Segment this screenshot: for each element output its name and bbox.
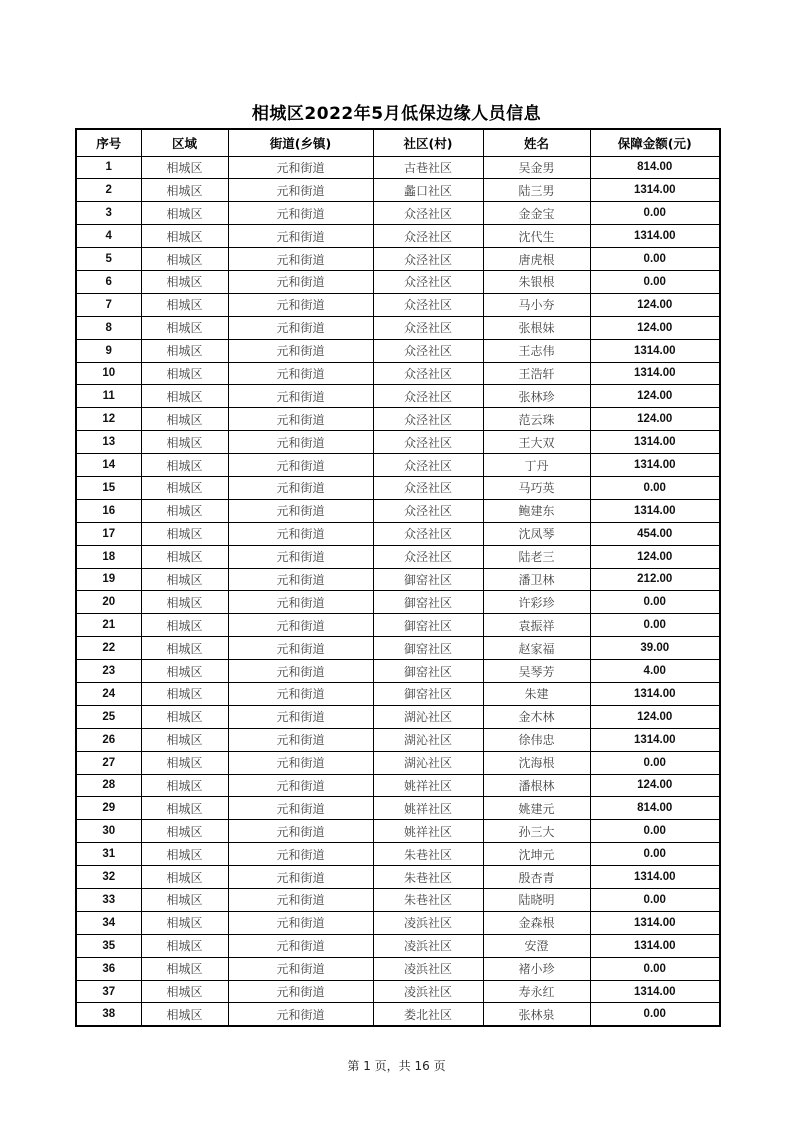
amount-cell: 1314.00	[590, 911, 720, 934]
serial-cell: 8	[76, 316, 141, 339]
region-cell: 相城区	[141, 202, 228, 225]
street-cell: 元和街道	[228, 820, 373, 843]
serial-cell: 26	[76, 728, 141, 751]
serial-cell: 9	[76, 339, 141, 362]
serial-cell: 28	[76, 774, 141, 797]
street-cell: 元和街道	[228, 774, 373, 797]
community-cell: 众泾社区	[373, 431, 483, 454]
street-cell: 元和街道	[228, 385, 373, 408]
serial-cell: 37	[76, 980, 141, 1003]
name-cell: 潘卫林	[483, 568, 590, 591]
col-header-serial: 序号	[76, 129, 141, 156]
serial-cell: 13	[76, 431, 141, 454]
community-cell: 御窑社区	[373, 614, 483, 637]
name-cell: 范云珠	[483, 408, 590, 431]
table-row	[76, 156, 720, 179]
col-header-community: 社区(村)	[373, 129, 483, 156]
serial-cell: 20	[76, 591, 141, 614]
community-cell: 凌浜社区	[373, 911, 483, 934]
serial-cell: 32	[76, 866, 141, 889]
amount-cell: 1314.00	[590, 225, 720, 248]
region-cell: 相城区	[141, 637, 228, 660]
amount-cell: 1314.00	[590, 866, 720, 889]
amount-cell: 0.00	[590, 476, 720, 499]
table-row	[76, 774, 720, 797]
table-row	[76, 339, 720, 362]
amount-cell: 1314.00	[590, 499, 720, 522]
col-header-region: 区域	[141, 129, 228, 156]
amount-cell: 814.00	[590, 156, 720, 179]
region-cell: 相城区	[141, 316, 228, 339]
name-cell: 沈海根	[483, 751, 590, 774]
community-cell: 凌浜社区	[373, 934, 483, 957]
street-cell: 元和街道	[228, 682, 373, 705]
region-cell: 相城区	[141, 774, 228, 797]
community-cell: 众泾社区	[373, 339, 483, 362]
amount-cell: 0.00	[590, 820, 720, 843]
street-cell: 元和街道	[228, 957, 373, 980]
name-cell: 陆晓明	[483, 889, 590, 912]
table-row	[76, 1003, 720, 1026]
street-cell: 元和街道	[228, 866, 373, 889]
table-row	[76, 911, 720, 934]
region-cell: 相城区	[141, 591, 228, 614]
serial-cell: 23	[76, 660, 141, 683]
serial-cell: 34	[76, 911, 141, 934]
serial-cell: 7	[76, 293, 141, 316]
street-cell: 元和街道	[228, 476, 373, 499]
serial-cell: 3	[76, 202, 141, 225]
community-cell: 凌浜社区	[373, 957, 483, 980]
region-cell: 相城区	[141, 934, 228, 957]
region-cell: 相城区	[141, 682, 228, 705]
amount-cell: 0.00	[590, 248, 720, 271]
region-cell: 相城区	[141, 454, 228, 477]
region-cell: 相城区	[141, 980, 228, 1003]
serial-cell: 1	[76, 156, 141, 179]
region-cell: 相城区	[141, 705, 228, 728]
name-cell: 张林珍	[483, 385, 590, 408]
community-cell: 湖沁社区	[373, 728, 483, 751]
table-row	[76, 682, 720, 705]
table-row	[76, 820, 720, 843]
street-cell: 元和街道	[228, 202, 373, 225]
table-row	[76, 637, 720, 660]
table-row	[76, 843, 720, 866]
amount-cell: 1314.00	[590, 454, 720, 477]
community-cell: 众泾社区	[373, 270, 483, 293]
name-cell: 潘根林	[483, 774, 590, 797]
table-row	[76, 179, 720, 202]
serial-cell: 33	[76, 889, 141, 912]
name-cell: 唐虎根	[483, 248, 590, 271]
table-row	[76, 202, 720, 225]
serial-cell: 22	[76, 637, 141, 660]
community-cell: 姚祥社区	[373, 797, 483, 820]
region-cell: 相城区	[141, 156, 228, 179]
community-cell: 娄北社区	[373, 1003, 483, 1026]
region-cell: 相城区	[141, 614, 228, 637]
community-cell: 众泾社区	[373, 454, 483, 477]
street-cell: 元和街道	[228, 751, 373, 774]
table-header	[76, 129, 720, 156]
table-row	[76, 591, 720, 614]
amount-cell: 0.00	[590, 202, 720, 225]
name-cell: 丁丹	[483, 454, 590, 477]
serial-cell: 16	[76, 499, 141, 522]
table-row	[76, 934, 720, 957]
name-cell: 金木林	[483, 705, 590, 728]
table-row	[76, 476, 720, 499]
table-row	[76, 248, 720, 271]
serial-cell: 25	[76, 705, 141, 728]
street-cell: 元和街道	[228, 568, 373, 591]
region-cell: 相城区	[141, 362, 228, 385]
street-cell: 元和街道	[228, 408, 373, 431]
table-row	[76, 316, 720, 339]
street-cell: 元和街道	[228, 843, 373, 866]
amount-cell: 1314.00	[590, 362, 720, 385]
table-row	[76, 545, 720, 568]
table-row	[76, 431, 720, 454]
table-row	[76, 705, 720, 728]
amount-cell: 1314.00	[590, 728, 720, 751]
community-cell: 众泾社区	[373, 248, 483, 271]
amount-cell: 0.00	[590, 1003, 720, 1026]
table-row	[76, 385, 720, 408]
name-cell: 王大双	[483, 431, 590, 454]
table-row	[76, 614, 720, 637]
table-row	[76, 270, 720, 293]
street-cell: 元和街道	[228, 797, 373, 820]
street-cell: 元和街道	[228, 728, 373, 751]
col-header-street: 街道(乡镇)	[228, 129, 373, 156]
serial-cell: 19	[76, 568, 141, 591]
community-cell: 湖沁社区	[373, 751, 483, 774]
street-cell: 元和街道	[228, 293, 373, 316]
serial-cell: 2	[76, 179, 141, 202]
serial-cell: 12	[76, 408, 141, 431]
name-cell: 沈代生	[483, 225, 590, 248]
name-cell: 沈凤琴	[483, 522, 590, 545]
table-row	[76, 889, 720, 912]
community-cell: 御窑社区	[373, 568, 483, 591]
serial-cell: 35	[76, 934, 141, 957]
serial-cell: 29	[76, 797, 141, 820]
street-cell: 元和街道	[228, 545, 373, 568]
region-cell: 相城区	[141, 545, 228, 568]
community-cell: 朱巷社区	[373, 843, 483, 866]
name-cell: 吴金男	[483, 156, 590, 179]
amount-cell: 124.00	[590, 293, 720, 316]
region-cell: 相城区	[141, 797, 228, 820]
amount-cell: 0.00	[590, 843, 720, 866]
name-cell: 王志伟	[483, 339, 590, 362]
amount-cell: 0.00	[590, 591, 720, 614]
table-row	[76, 797, 720, 820]
community-cell: 众泾社区	[373, 225, 483, 248]
region-cell: 相城区	[141, 957, 228, 980]
name-cell: 朱建	[483, 682, 590, 705]
amount-cell: 124.00	[590, 408, 720, 431]
region-cell: 相城区	[141, 339, 228, 362]
name-cell: 赵家福	[483, 637, 590, 660]
region-cell: 相城区	[141, 728, 228, 751]
community-cell: 御窑社区	[373, 660, 483, 683]
community-cell: 众泾社区	[373, 316, 483, 339]
street-cell: 元和街道	[228, 225, 373, 248]
name-cell: 姚建元	[483, 797, 590, 820]
region-cell: 相城区	[141, 408, 228, 431]
region-cell: 相城区	[141, 751, 228, 774]
amount-cell: 0.00	[590, 751, 720, 774]
region-cell: 相城区	[141, 225, 228, 248]
table-row	[76, 293, 720, 316]
community-cell: 凌浜社区	[373, 980, 483, 1003]
street-cell: 元和街道	[228, 591, 373, 614]
name-cell: 殷杏青	[483, 866, 590, 889]
name-cell: 安澄	[483, 934, 590, 957]
serial-cell: 38	[76, 1003, 141, 1026]
region-cell: 相城区	[141, 911, 228, 934]
name-cell: 褚小珍	[483, 957, 590, 980]
name-cell: 寿永红	[483, 980, 590, 1003]
community-cell: 朱巷社区	[373, 866, 483, 889]
table-row	[76, 362, 720, 385]
community-cell: 姚祥社区	[373, 774, 483, 797]
community-cell: 御窑社区	[373, 637, 483, 660]
page-title: 相城区2022年5月低保边缘人员信息	[251, 104, 542, 124]
name-cell: 沈坤元	[483, 843, 590, 866]
name-cell: 朱银根	[483, 270, 590, 293]
serial-cell: 21	[76, 614, 141, 637]
street-cell: 元和街道	[228, 454, 373, 477]
community-cell: 湖沁社区	[373, 705, 483, 728]
amount-cell: 124.00	[590, 705, 720, 728]
serial-cell: 31	[76, 843, 141, 866]
street-cell: 元和街道	[228, 660, 373, 683]
amount-cell: 814.00	[590, 797, 720, 820]
table-row	[76, 957, 720, 980]
serial-cell: 30	[76, 820, 141, 843]
street-cell: 元和街道	[228, 980, 373, 1003]
street-cell: 元和街道	[228, 179, 373, 202]
amount-cell: 39.00	[590, 637, 720, 660]
name-cell: 徐伟忠	[483, 728, 590, 751]
amount-cell: 1314.00	[590, 179, 720, 202]
street-cell: 元和街道	[228, 889, 373, 912]
serial-cell: 5	[76, 248, 141, 271]
street-cell: 元和街道	[228, 637, 373, 660]
amount-cell: 212.00	[590, 568, 720, 591]
street-cell: 元和街道	[228, 614, 373, 637]
community-cell: 朱巷社区	[373, 889, 483, 912]
amount-cell: 124.00	[590, 774, 720, 797]
amount-cell: 1314.00	[590, 339, 720, 362]
amount-cell: 0.00	[590, 614, 720, 637]
community-cell: 众泾社区	[373, 476, 483, 499]
amount-cell: 4.00	[590, 660, 720, 683]
region-cell: 相城区	[141, 568, 228, 591]
table-row	[76, 980, 720, 1003]
table-row	[76, 751, 720, 774]
col-header-name: 姓名	[483, 129, 590, 156]
name-cell: 孙三大	[483, 820, 590, 843]
benefits-table	[75, 128, 721, 1027]
serial-cell: 18	[76, 545, 141, 568]
serial-cell: 4	[76, 225, 141, 248]
name-cell: 袁振祥	[483, 614, 590, 637]
name-cell: 张林泉	[483, 1003, 590, 1026]
street-cell: 元和街道	[228, 1003, 373, 1026]
name-cell: 马巧英	[483, 476, 590, 499]
serial-cell: 27	[76, 751, 141, 774]
amount-cell: 0.00	[590, 270, 720, 293]
region-cell: 相城区	[141, 866, 228, 889]
region-cell: 相城区	[141, 889, 228, 912]
region-cell: 相城区	[141, 179, 228, 202]
region-cell: 相城区	[141, 499, 228, 522]
street-cell: 元和街道	[228, 156, 373, 179]
serial-cell: 14	[76, 454, 141, 477]
region-cell: 相城区	[141, 248, 228, 271]
region-cell: 相城区	[141, 1003, 228, 1026]
serial-cell: 11	[76, 385, 141, 408]
name-cell: 陆老三	[483, 545, 590, 568]
serial-cell: 36	[76, 957, 141, 980]
community-cell: 姚祥社区	[373, 820, 483, 843]
street-cell: 元和街道	[228, 362, 373, 385]
community-cell: 众泾社区	[373, 522, 483, 545]
name-cell: 张根妹	[483, 316, 590, 339]
amount-cell: 1314.00	[590, 934, 720, 957]
amount-cell: 124.00	[590, 316, 720, 339]
table-body	[76, 156, 720, 1026]
community-cell: 御窑社区	[373, 682, 483, 705]
region-cell: 相城区	[141, 385, 228, 408]
serial-cell: 10	[76, 362, 141, 385]
serial-cell: 15	[76, 476, 141, 499]
table-row	[76, 454, 720, 477]
region-cell: 相城区	[141, 476, 228, 499]
table-row	[76, 408, 720, 431]
street-cell: 元和街道	[228, 339, 373, 362]
name-cell: 许彩珍	[483, 591, 590, 614]
amount-cell: 124.00	[590, 545, 720, 568]
serial-cell: 17	[76, 522, 141, 545]
amount-cell: 1314.00	[590, 980, 720, 1003]
table-row	[76, 225, 720, 248]
page-footer: 第 1 页，共 16 页	[347, 1059, 446, 1073]
street-cell: 元和街道	[228, 911, 373, 934]
region-cell: 相城区	[141, 431, 228, 454]
community-cell: 众泾社区	[373, 293, 483, 316]
region-cell: 相城区	[141, 820, 228, 843]
region-cell: 相城区	[141, 293, 228, 316]
community-cell: 众泾社区	[373, 545, 483, 568]
name-cell: 马小夯	[483, 293, 590, 316]
community-cell: 古巷社区	[373, 156, 483, 179]
region-cell: 相城区	[141, 843, 228, 866]
street-cell: 元和街道	[228, 934, 373, 957]
name-cell: 金金宝	[483, 202, 590, 225]
amount-cell: 0.00	[590, 889, 720, 912]
amount-cell: 0.00	[590, 957, 720, 980]
table-row	[76, 568, 720, 591]
serial-cell: 6	[76, 270, 141, 293]
region-cell: 相城区	[141, 522, 228, 545]
street-cell: 元和街道	[228, 499, 373, 522]
col-header-amount: 保障金额(元)	[590, 129, 720, 156]
street-cell: 元和街道	[228, 705, 373, 728]
community-cell: 众泾社区	[373, 385, 483, 408]
name-cell: 金森根	[483, 911, 590, 934]
amount-cell: 124.00	[590, 385, 720, 408]
community-cell: 众泾社区	[373, 408, 483, 431]
table-row	[76, 728, 720, 751]
street-cell: 元和街道	[228, 270, 373, 293]
amount-cell: 1314.00	[590, 431, 720, 454]
street-cell: 元和街道	[228, 316, 373, 339]
community-cell: 蠡口社区	[373, 179, 483, 202]
table-row	[76, 660, 720, 683]
header-row	[76, 129, 720, 156]
name-cell: 王浩轩	[483, 362, 590, 385]
amount-cell: 454.00	[590, 522, 720, 545]
region-cell: 相城区	[141, 270, 228, 293]
table-row	[76, 522, 720, 545]
amount-cell: 1314.00	[590, 682, 720, 705]
name-cell: 鲍建东	[483, 499, 590, 522]
serial-cell: 24	[76, 682, 141, 705]
table-row	[76, 499, 720, 522]
region-cell: 相城区	[141, 660, 228, 683]
street-cell: 元和街道	[228, 431, 373, 454]
community-cell: 众泾社区	[373, 202, 483, 225]
name-cell: 陆三男	[483, 179, 590, 202]
name-cell: 吴琴芳	[483, 660, 590, 683]
community-cell: 众泾社区	[373, 362, 483, 385]
street-cell: 元和街道	[228, 522, 373, 545]
community-cell: 众泾社区	[373, 499, 483, 522]
street-cell: 元和街道	[228, 248, 373, 271]
community-cell: 御窑社区	[373, 591, 483, 614]
table-row	[76, 866, 720, 889]
